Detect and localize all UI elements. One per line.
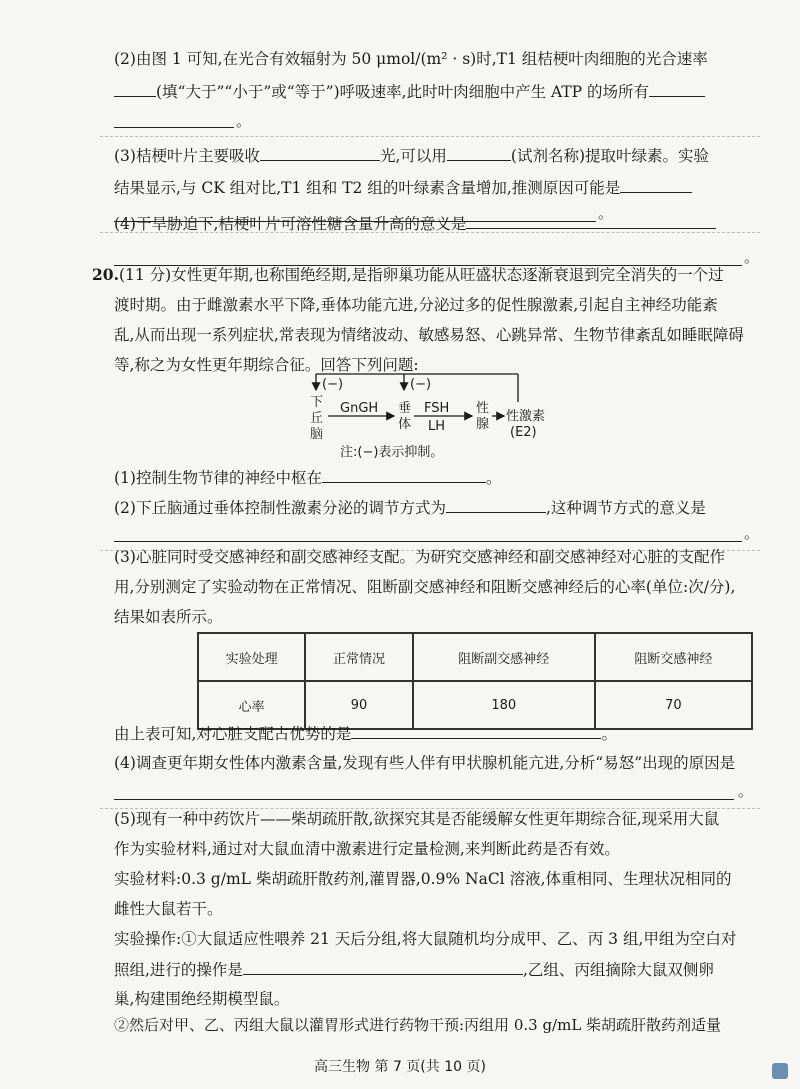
question-number: 20.: [92, 265, 119, 284]
answer-blank[interactable]: [114, 798, 734, 800]
q20-part5-line5: 实验操作:①大鼠适应性喂养 21 天后分组,将大鼠随机均分成甲、乙、丙 3 组,甲组为空白对: [114, 930, 737, 948]
answer-blank[interactable]: [260, 144, 380, 161]
table-header: 阻断交感神经: [595, 633, 752, 681]
divider: [100, 136, 760, 137]
q19-part2-text: (填“大于”“小于”或“等于”)呼吸速率,此时叶肉细胞中产生 ATP 的场所有: [156, 83, 650, 101]
table-cell: 90: [305, 681, 412, 729]
period: 。: [598, 204, 614, 222]
pituitary-label: 垂: [398, 401, 412, 416]
q20-intro-line3: 乱,从而出现一系列症状,常表现为情绪波动、敏感易怒、心跳异常、生物节律紊乱如睡眠障碍: [114, 326, 744, 344]
q20-part5-line3: 实验材料:0.3 g/mL 柴胡疏肝散药剂,灌胃器,0.9% NaCl 溶液,体重相同、生理状况相同的: [114, 870, 732, 888]
pituitary-label: 体: [398, 417, 412, 432]
page-footer: 高三生物 第 7 页(共 10 页): [314, 1059, 486, 1075]
table-row-label: 心率: [198, 681, 305, 729]
q20-intro-line2: 渡时期。由于雌激素水平下降,垂体功能亢进,分泌过多的促性腺激素,引起自主神经功能紊: [114, 296, 718, 314]
inhibit-label-1: (−): [322, 377, 344, 392]
period: 。: [744, 524, 760, 542]
answer-blank[interactable]: [620, 176, 692, 193]
hormone-regulation-diagram: [300, 372, 570, 464]
app-logo-icon: [772, 1063, 788, 1079]
period: 。: [601, 725, 617, 743]
q19-part3-text-a: (3)桔梗叶片主要吸收: [114, 147, 260, 165]
gonad-label: 腺: [476, 417, 490, 432]
period: 。: [738, 782, 754, 800]
table-header-row: [198, 633, 752, 681]
q20-part3-conclusion-text: 由上表可知,对心脏支配占优势的是: [114, 725, 352, 743]
q20-part5-text-b: ,乙组、丙组摘除大鼠双侧卵: [522, 961, 714, 979]
period: 。: [744, 248, 760, 266]
q19-part4-line1: [114, 212, 754, 235]
q19-part3-text-2: 结果显示,与 CK 组对比,T1 组和 T2 组的叶绿素含量增加,推测原因可能是: [114, 179, 621, 197]
q20-part3-line2: 用,分别测定了实验动物在正常情况、阻断副交感神经和阻断交感神经后的心率(单位:次/分),: [114, 578, 736, 596]
answer-blank[interactable]: [466, 212, 716, 229]
q20-part1-text: (1)控制生物节律的神经中枢在: [114, 469, 322, 487]
hypothalamus-label: 脑: [310, 427, 324, 442]
answer-blank[interactable]: [322, 466, 486, 483]
table-cell: 180: [413, 681, 595, 729]
fsh-label: FSH: [424, 401, 450, 416]
gnrh-label: GnGH: [340, 401, 379, 416]
lh-label: LH: [428, 419, 446, 434]
q20-part5-line2: 作为实验材料,通过对大鼠血清中激素进行定量检测,来判断此药是否有效。: [114, 840, 620, 858]
q20-intro-text-1: (11 分)女性更年期,也称围绝经期,是指卵巢功能从旺盛状态逐渐衰退到完全消失的一个过: [118, 266, 724, 284]
q20-part5-text-a: 照组,进行的操作是: [114, 961, 243, 979]
gonad-label: 性: [476, 401, 490, 416]
answer-blank[interactable]: [114, 126, 234, 128]
q20-part3-line1: (3)心脏同时受交感神经和副交感神经支配。为研究交感神经和副交感神经对心脏的支配作: [114, 548, 725, 566]
q20-intro-line4: 等,称之为女性更年期综合征。回答下列问题:: [114, 356, 419, 374]
q19-part2-line1: (2)由图 1 可知,在光合有效辐射为 50 μmol/(m² · s)时,T1 组桔梗叶肉细胞的光合速率: [114, 50, 708, 68]
q20-part4: (4)调查更年期女性体内激素含量,发现有些人伴有甲状腺机能亢进,分析“易怒”出现的原因是: [114, 754, 736, 772]
table-header: 阻断副交感神经: [413, 633, 595, 681]
hypothalamus-label: 下: [310, 395, 324, 410]
q19-part3-line2: [114, 176, 754, 199]
q19-part4-text: (4)干旱胁迫下,桔梗叶片可溶性糖含量升高的意义是: [114, 215, 467, 233]
answer-blank[interactable]: [114, 540, 742, 542]
table-header: 正常情况: [305, 633, 412, 681]
q20-part5-line8: ②然后对甲、乙、丙组大鼠以灌胃形式进行药物干预:丙组用 0.3 g/mL 柴胡疏肝散药剂适量: [114, 1016, 722, 1034]
q20-part2: [114, 496, 754, 519]
answer-blank[interactable]: [114, 80, 156, 97]
period: 。: [236, 112, 252, 130]
q20-part5-line4: 雌性大鼠若干。: [114, 900, 223, 918]
q20-part5-line1: (5)现有一种中药饮片——柴胡疏肝散,欲探究其是否能缓解女性更年期综合征,现采用大鼠: [114, 810, 720, 828]
answer-blank[interactable]: [351, 722, 601, 739]
q19-part2-line2: [114, 80, 754, 103]
inhibit-label-2: (−): [410, 377, 432, 392]
answer-blank[interactable]: [447, 144, 511, 161]
q20-part1: [114, 466, 754, 489]
answer-blank[interactable]: [243, 958, 523, 975]
q19-part3-line1: [114, 144, 754, 167]
hypothalamus-label: 丘: [310, 411, 324, 426]
table-cell: 70: [595, 681, 752, 729]
answer-blank[interactable]: [446, 496, 546, 513]
q20-part3-conclusion: [114, 722, 754, 745]
period: 。: [485, 469, 502, 487]
sex-hormone-label: 性激素: [506, 409, 546, 424]
heart-rate-table: [197, 632, 753, 730]
table-header: 实验处理: [198, 633, 305, 681]
q20-part2-text-b: ,这种调节方式的意义是: [545, 499, 706, 517]
q20-part5-line6: [114, 958, 754, 981]
q19-part3-text-b: 光,可以用: [379, 147, 447, 165]
q20-part3-line3: 结果如表所示。: [114, 608, 223, 626]
q20-part2-text-a: (2)下丘脑通过垂体控制性激素分泌的调节方式为: [114, 499, 446, 517]
e2-label: (E2): [510, 425, 537, 440]
answer-blank[interactable]: [649, 80, 705, 97]
q19-part3-text-c: (试剂名称)提取叶绿素。实验: [510, 147, 710, 165]
q20-intro-line1: [92, 264, 754, 286]
diagram-note: 注:(−)表示抑制。: [340, 445, 444, 460]
q20-part5-line7: 巢,构建围绝经期模型鼠。: [114, 990, 290, 1008]
